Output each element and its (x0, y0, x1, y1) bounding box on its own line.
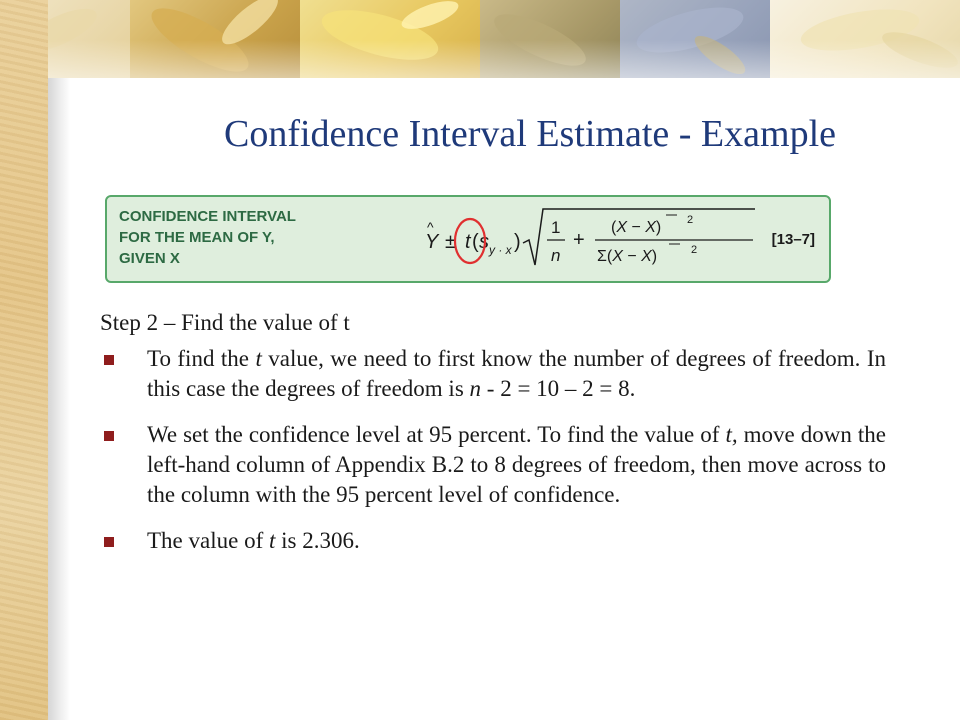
svg-text:±: ± (445, 231, 456, 253)
square-bullet-icon (104, 355, 114, 365)
bullet-text: The value of t is 2.306. (147, 528, 360, 553)
parchment-side-strip (0, 0, 48, 720)
list-item (100, 526, 886, 556)
formula-caption-line: FOR THE MEAN OF Y, (119, 229, 275, 246)
bullet-list (100, 344, 886, 556)
svg-text:s: s (479, 231, 489, 253)
svg-text:^: ^ (427, 219, 434, 235)
slide-body (100, 308, 886, 572)
formula-caption-line: GIVEN X (119, 250, 180, 267)
equation-number: [13–7] (771, 231, 815, 248)
svg-text:n: n (551, 246, 561, 265)
formula-caption (119, 206, 339, 269)
square-bullet-icon (104, 431, 114, 441)
confidence-interval-equation (417, 207, 757, 273)
list-item (100, 420, 886, 510)
slide-title: Confidence Interval Estimate - Example (224, 113, 836, 155)
step-heading: Step 2 – Find the value of t (100, 310, 350, 335)
svg-text:Y: Y (425, 231, 439, 253)
bullet-text: To find the t value, we need to first know the number of degrees of freedom. In this case the degrees of freedom is n - 2 = 10 – 2 = 8. (147, 346, 886, 401)
svg-text:2: 2 (691, 244, 698, 256)
list-item (100, 344, 886, 404)
svg-text:2: 2 (687, 214, 694, 226)
bullet-text: We set the confidence level at 95 percent. To find the value of t, move down the left-hand column of Appendix B.2 to 8 degrees of freedom, then move across to the column with the 95 percent level of confidence. (147, 422, 886, 507)
formula-caption-line: CONFIDENCE INTERVAL (119, 208, 296, 225)
svg-text:(X − X): (X − X) (611, 219, 662, 236)
svg-text:y · x: y · x (489, 243, 512, 257)
svg-text:Σ(X − X): Σ(X − X) (597, 248, 658, 265)
svg-text:+: + (573, 229, 585, 251)
formula-box (105, 195, 831, 283)
svg-text:1: 1 (551, 218, 561, 237)
decorative-leaf-banner (0, 0, 960, 78)
square-bullet-icon (104, 537, 114, 547)
svg-text:): ) (514, 231, 521, 253)
svg-text:t: t (465, 231, 471, 253)
svg-text:(: ( (472, 231, 479, 253)
